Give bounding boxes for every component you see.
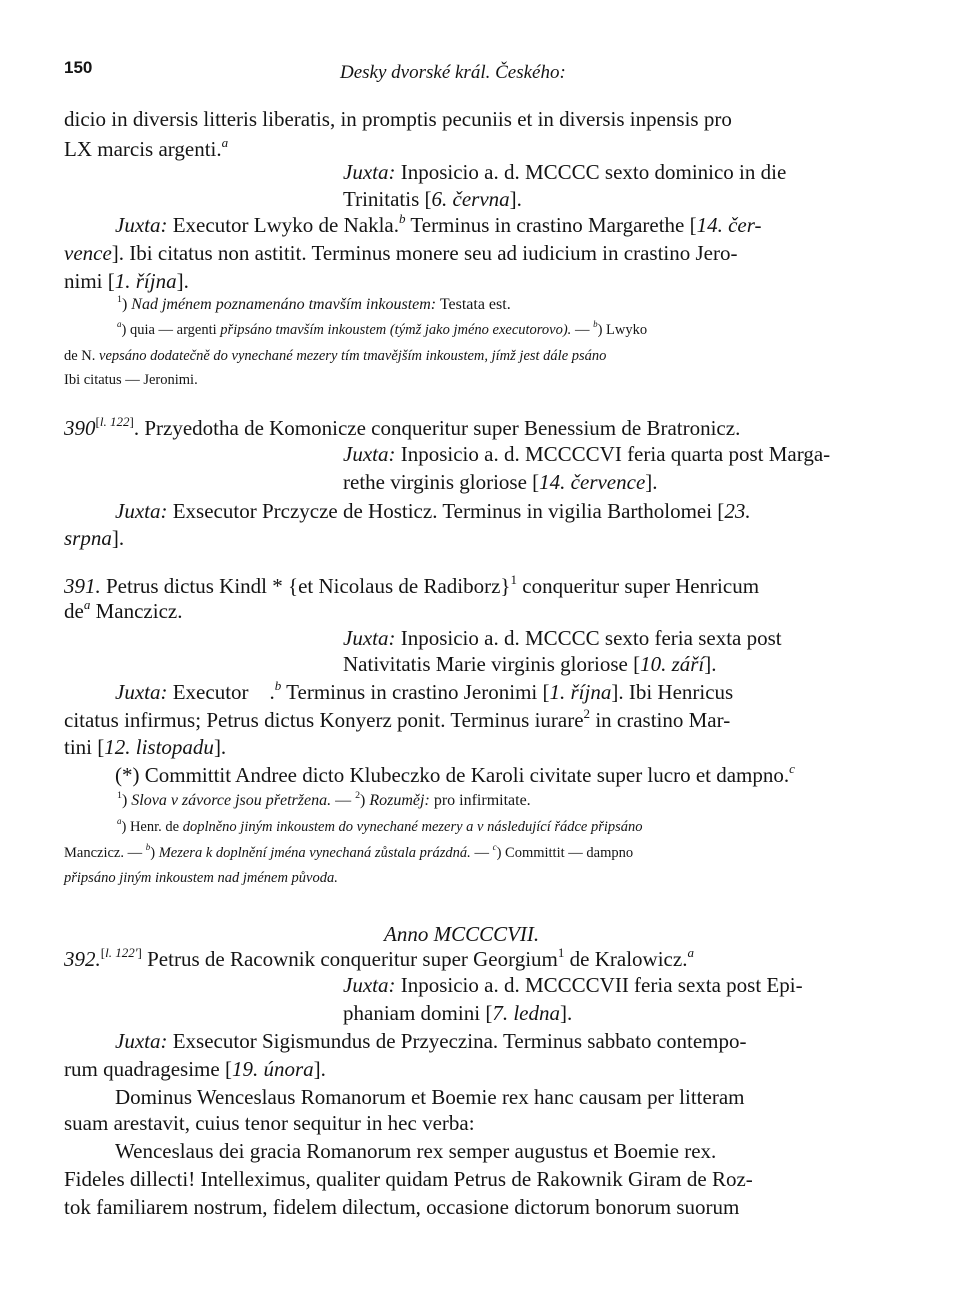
text-line: Juxta: Inposicio a. d. MCCCCVI feria quarta post Marga-: [343, 442, 831, 466]
text-line: Juxta: Exsecutor Sigismundus de Przyeczina. Terminus sabbato contempo-: [115, 1029, 747, 1053]
text-line: nimi [1. října].: [64, 269, 189, 293]
footnote-line: $^a$) quia — argenti připsáno tmavším inkoustem (týmž jako jméno executorovo). — $^b$) Lwyko: [117, 319, 648, 338]
text-line: citatus infirmus; Petrus dictus Konyerz ponit. Terminus iurare$^2$ in crastino Mar-: [64, 705, 731, 732]
page-number: 150: [64, 58, 93, 77]
text-line: srpna].: [64, 526, 125, 550]
text-line: suam arestavit, cuius tenor sequitur in hec verba:: [64, 1111, 475, 1135]
text-line: tini [12. listopadu].: [64, 735, 227, 759]
text-line: Dominus Wenceslaus Romanorum et Boemie rex hanc causam per litteram: [115, 1085, 745, 1109]
text-line: phaniam domini [7. ledna].: [343, 1001, 573, 1025]
text-line: LX marcis argenti.$^a$: [64, 134, 229, 161]
text-line: Anno MCCCCVII.: [384, 922, 540, 946]
text-line: 392.[l. 122'] Petrus de Racownik conqueritur super Georgium$^1$ de Kralowicz.$^a$: [64, 944, 694, 971]
text-line: Wenceslaus dei gracia Romanorum rex semper augustus et Boemie rex.: [115, 1139, 717, 1163]
text-line: vence]. Ibi citatus non astitit. Terminus monere seu ad iudicium in crastino Jero-: [64, 241, 738, 265]
footnote-line: $^1$) Slova v závorce jsou přetržena. — $^2$) Rozuměj: pro infirmitate.: [117, 789, 531, 809]
footnote-line: $^1$) Nad jménem poznamenáno tmavším inkoustem: Testata est.: [117, 293, 511, 313]
text-line: Juxta: Inposicio a. d. MCCCC sexto dominico in die: [343, 160, 787, 184]
text-line: Nativitatis Marie virginis gloriose [10. září].: [343, 652, 717, 676]
footnote-line: připsáno jiným inkoustem nad jménem původa.: [64, 870, 338, 886]
text-line: 391. Petrus dictus Kindl * {et Nicolaus de Radiborz}$^1$ conqueritur super Henricum: [64, 571, 760, 598]
text-line: rum quadragesime [19. února].: [64, 1057, 326, 1081]
text-line: 390[l. 122]. Przyedotha de Komonicze conqueritur super Benessium de Bratronicz.: [64, 413, 741, 440]
footnote-line: Manczicz. — $^b$) Mezera k doplnění jména vynechaná zůstala prázdná. — $^c$) Committit — dampno: [64, 842, 634, 861]
running-title: Desky dvorské král. Českého:: [340, 62, 566, 83]
text-line: (*) Committit Andree dicto Klubeczko de Karoli civitate super lucro et dampno.$^c$: [115, 760, 795, 787]
text-line: Juxta: Executor Lwyko de Nakla.$^b$ Terminus in crastino Margarethe [14. čer-: [115, 210, 762, 237]
text-line: $de^a$ Manczicz.: [64, 596, 183, 623]
text-line: tok familiarem nostrum, fidelem dilectum, occasione dictorum bonorum suorum: [64, 1195, 740, 1219]
text-line: dicio in diversis litteris liberatis, in promptis pecuniis et in diversis inpensis pro: [64, 107, 732, 131]
text-line: Juxta: Inposicio a. d. MCCCC sexto feria sexta post: [343, 626, 782, 650]
footnote-line: de N. vepsáno dodatečně do vynechané mezery tím tmavějším inkoustem, jímž jest dále psáno: [64, 348, 607, 364]
footnote-line: $^a$) Henr. de doplněno jiným inkoustem do vynechané mezery a v následující řádce připsáno: [117, 816, 643, 835]
footnote-line: Ibi citatus — Jeronimi.: [64, 372, 198, 388]
text-line: Juxta: Inposicio a. d. MCCCCVII feria sexta post Epi-: [343, 973, 803, 997]
text-line: Fideles dillecti! Intelleximus, qualiter quidam Petrus de Rakownik Giram de Roz-: [64, 1167, 753, 1191]
text-line: Juxta: Exsecutor Prczycze de Hosticz. Terminus in vigilia Bartholomei [23.: [115, 499, 751, 523]
text-line: Juxta: Executor .$^b$ Terminus in crastino Jeronimi [1. října]. Ibi Henricus: [115, 677, 734, 704]
text-line: Trinitatis [6. června].: [343, 187, 522, 211]
text-line: rethe virginis gloriose [14. července].: [343, 470, 658, 494]
